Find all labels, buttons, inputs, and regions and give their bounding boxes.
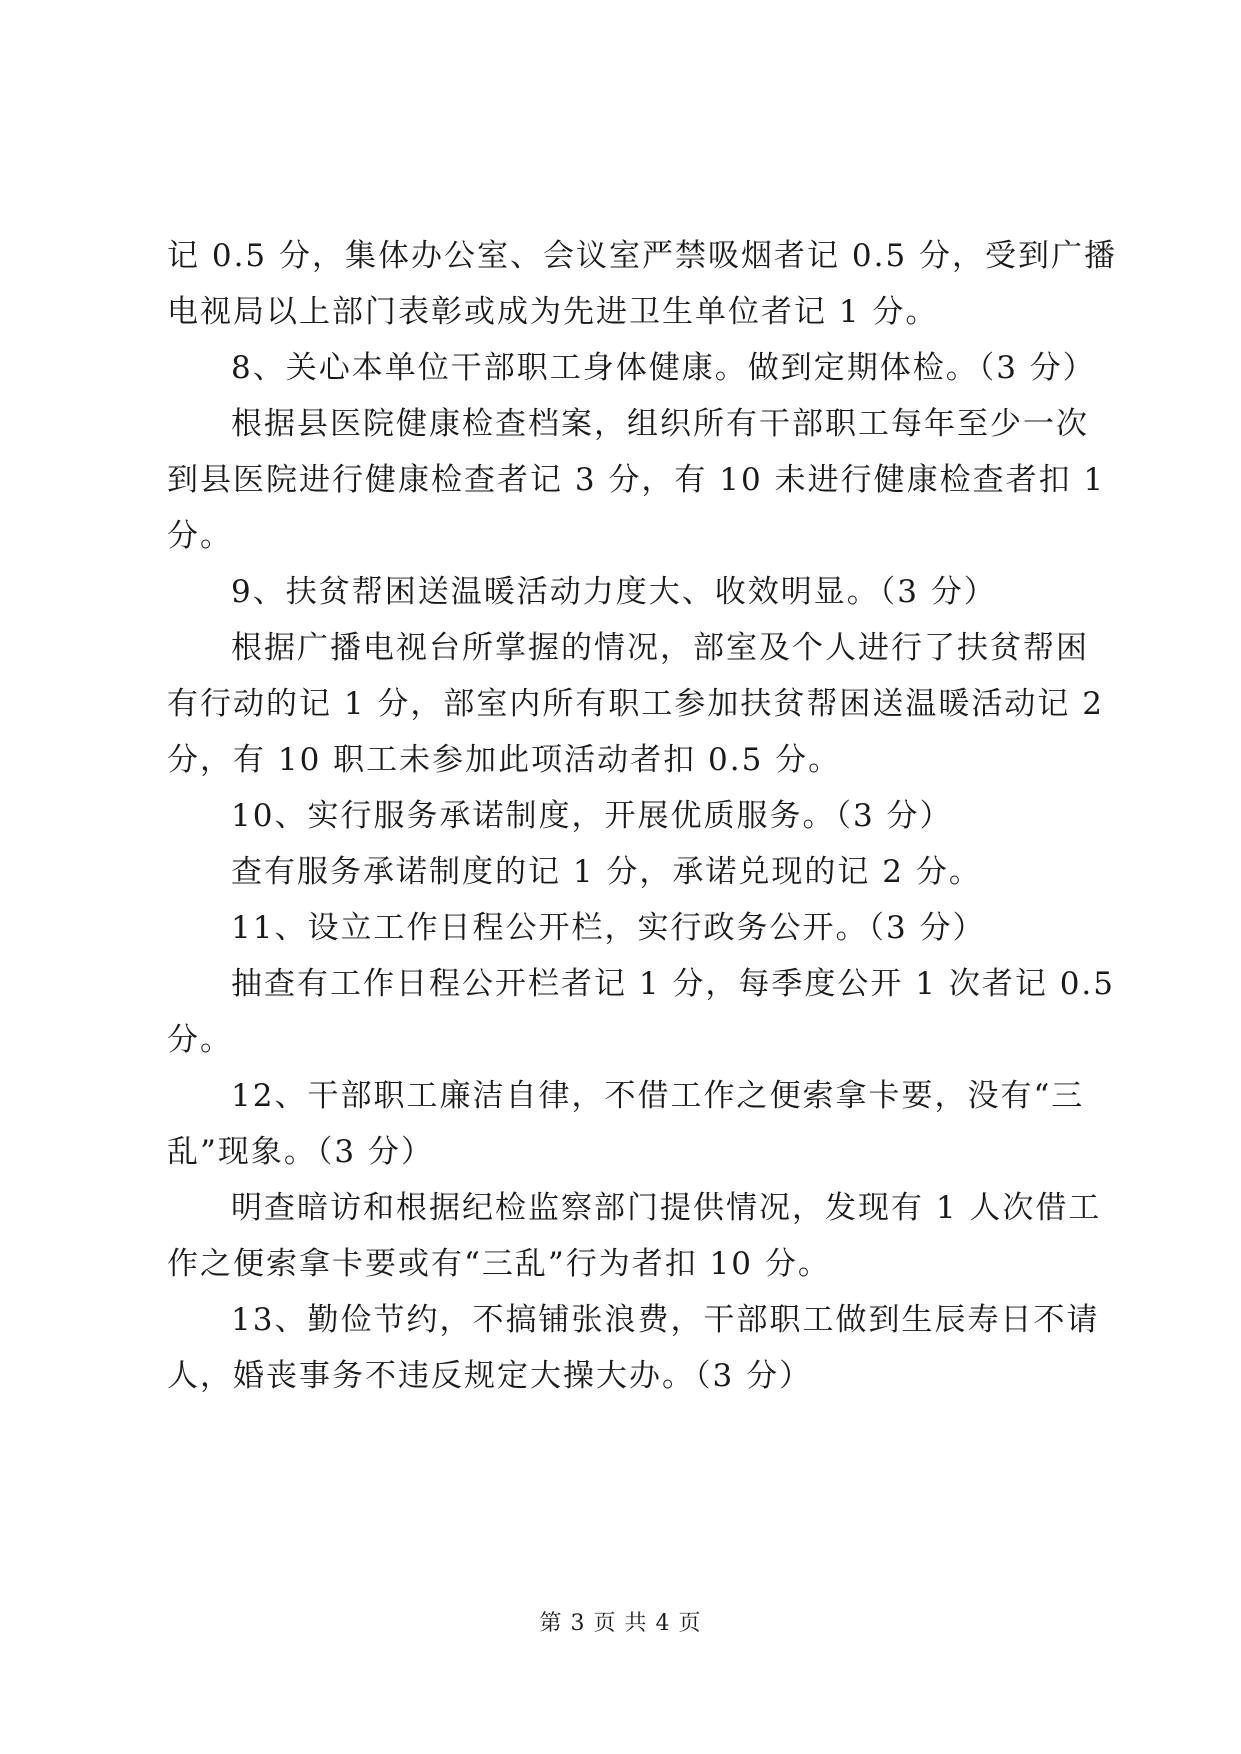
text-line: 根据广播电视台所掌握的情况，部室及个人进行了扶贫帮困 <box>231 630 1089 666</box>
text-line: 记 0.5 分，集体办公室、会议室严禁吸烟者记 0.5 分，受到广播 <box>167 238 1118 274</box>
text-line: 作之便索拿卡要或有“三乱”行为者扣 10 分。 <box>167 1246 831 1282</box>
item-heading: 11、设立工作日程公开栏，实行政务公开。（3 分） <box>231 910 986 946</box>
text-line: 分。 <box>167 1022 233 1058</box>
text-line: 电视局以上部门表彰或成为先进卫生单位者记 1 分。 <box>167 294 939 330</box>
text-line: 分。 <box>167 518 233 554</box>
text-line: 根据县医院健康检查档案，组织所有干部职工每年至少一次 <box>231 406 1089 442</box>
body-text <box>167 228 1118 1404</box>
item-heading: 9、扶贫帮困送温暖活动力度大、收效明显。（3 分） <box>231 574 997 610</box>
text-line: 到县医院进行健康检查者记 3 分，有 10 未进行健康检查者扣 1 <box>167 462 1106 498</box>
text-line: 查有服务承诺制度的记 1 分，承诺兑现的记 2 分。 <box>231 854 982 890</box>
text-line: 乱”现象。（3 分） <box>167 1134 434 1170</box>
item-heading: 12、干部职工廉洁自律，不借工作之便索拿卡要，没有“三 <box>231 1078 1085 1114</box>
text-line: 有行动的记 1 分，部室内所有职工参加扶贫帮困送温暖活动记 2 <box>167 686 1105 722</box>
item-heading: 10、实行服务承诺制度，开展优质服务。（3 分） <box>231 798 953 834</box>
text-line: 人，婚丧事务不违反规定大操大办。（3 分） <box>167 1358 813 1394</box>
text-line: 抽查有工作日程公开栏者记 1 分，每季度公开 1 次者记 0.5 <box>231 966 1116 1002</box>
item-heading: 13、勤俭节约，不搞铺张浪费，干部职工做到生辰寿日不请 <box>231 1302 1100 1338</box>
item-heading: 8、关心本单位干部职工身体健康。做到定期体检。（3 分） <box>231 350 1096 386</box>
text-line: 分，有 10 职工未参加此项活动者扣 0.5 分。 <box>167 742 842 778</box>
page-footer: 第 3 页 共 4 页 <box>539 1611 702 1636</box>
text-line: 明查暗访和根据纪检监察部门提供情况，发现有 1 人次借工 <box>231 1190 1102 1226</box>
